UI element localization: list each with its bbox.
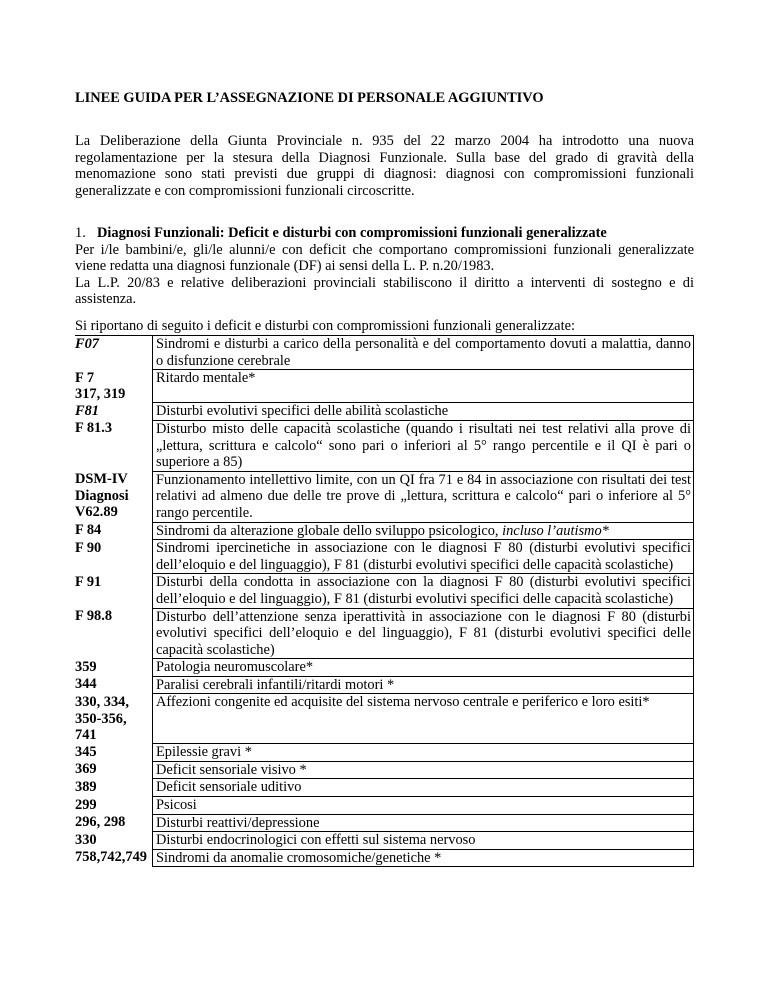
table-row bbox=[75, 659, 694, 677]
diagnosis-description-text: Disturbi evolutivi specifici delle abilità scolastiche bbox=[156, 403, 449, 420]
diagnosis-description bbox=[153, 849, 694, 867]
diagnosis-description-emphasis: incluso l’autismo* bbox=[502, 522, 609, 539]
diagnosis-description bbox=[153, 522, 694, 540]
document-title: LINEE GUIDA PER L’ASSEGNAZIONE DI PERSONALE AGGIUNTIVO bbox=[75, 90, 544, 106]
diagnosis-description bbox=[153, 694, 694, 744]
diagnosis-description bbox=[153, 659, 694, 677]
diagnosis-description bbox=[153, 574, 694, 608]
diagnosis-description-text: Sindromi da alterazione globale dello sviluppo psicologico, bbox=[156, 522, 503, 539]
diagnosis-code: 330, 334, 350-356, 741 bbox=[75, 694, 153, 744]
diagnosis-description bbox=[153, 336, 694, 370]
diagnosis-code: F07 bbox=[75, 336, 153, 370]
table-row bbox=[75, 336, 694, 370]
diagnosis-description-text: Paralisi cerebrali infantili/ritardi motori * bbox=[156, 676, 395, 693]
diagnosis-code: F 84 bbox=[75, 522, 153, 540]
diagnosis-description-text: Deficit sensoriale visivo * bbox=[156, 761, 307, 778]
table-row bbox=[75, 471, 694, 522]
diagnosis-description-text: Psicosi bbox=[156, 797, 197, 814]
table-row bbox=[75, 608, 694, 659]
diagnosis-code: 345 bbox=[75, 744, 153, 762]
section-1 bbox=[75, 225, 694, 308]
table-row bbox=[75, 522, 694, 540]
diagnosis-code: F 90 bbox=[75, 540, 153, 574]
table-row bbox=[75, 574, 694, 608]
diagnosis-code: 296, 298 bbox=[75, 814, 153, 832]
diagnosis-description-text: Sindromi da anomalie cromosomiche/genetiche * bbox=[156, 849, 442, 866]
diagnosis-description-text: Disturbi endocrinologici con effetti sul sistema nervoso bbox=[156, 832, 476, 849]
diagnosis-code: 344 bbox=[75, 676, 153, 694]
section-1-heading-text: Diagnosi Funzionali: Deficit e disturbi con compromissioni funzionali generalizzate bbox=[97, 225, 607, 241]
diagnosis-description bbox=[153, 608, 694, 659]
diagnosis-description-text: Sindromi ipercinetiche in associazione con le diagnosi F 80 (disturbi evolutivi specifici dell’eloquio e del linguaggio), F 81 (disturbi evolutivi specifici delle capacità scolastiche) bbox=[156, 540, 691, 573]
diagnosis-code: F 7 317, 319 bbox=[75, 370, 153, 403]
diagnosis-code: 299 bbox=[75, 797, 153, 815]
table-row bbox=[75, 403, 694, 421]
diagnosis-table bbox=[75, 335, 694, 867]
section-1-paragraph-1: Per i/le bambini/e, gli/le alunni/e con deficit che comportano compromissioni funzionali generalizzate viene redatta una diagnosi funzionale (DF) ai sensi della L. P. n.20/1983. bbox=[75, 241, 694, 275]
diagnosis-description bbox=[153, 779, 694, 797]
diagnosis-description-text: Disturbi della condotta in associazione con la diagnosi F 80 (disturbi evolutivi specifici dell’eloquio e del linguaggio), F 81 (disturbi evolutivi specifici delle capacità scolastiche) bbox=[156, 574, 691, 607]
table-row bbox=[75, 761, 694, 779]
diagnosis-code: 369 bbox=[75, 761, 153, 779]
diagnosis-code: 359 bbox=[75, 659, 153, 677]
table-row bbox=[75, 832, 694, 850]
diagnosis-description-text: Ritardo mentale* bbox=[156, 370, 256, 387]
section-1-paragraph-2: La L.P. 20/83 e relative deliberazioni provinciali stabiliscono il diritto a interventi di sostegno e di assistenza. bbox=[75, 274, 694, 308]
diagnosis-description bbox=[153, 370, 694, 403]
diagnosis-code: F 98.8 bbox=[75, 608, 153, 659]
diagnosis-code: F81 bbox=[75, 403, 153, 421]
table-row bbox=[75, 797, 694, 815]
section-1-number: 1. bbox=[75, 225, 86, 241]
diagnosis-code: F 81.3 bbox=[75, 420, 153, 471]
diagnosis-description bbox=[153, 403, 694, 421]
diagnosis-description-text: Affezioni congenite ed acquisite del sistema nervoso centrale e periferico e loro esiti* bbox=[156, 694, 650, 711]
diagnosis-description-text: Epilessie gravi * bbox=[156, 744, 252, 761]
diagnosis-description bbox=[153, 832, 694, 850]
diagnosis-code: 330 bbox=[75, 832, 153, 850]
diagnosis-description-text: Disturbo dell’attenzione senza iperattività in associazione con le diagnosi F 80 (disturbi evolutivi specifici dell’eloquio e del linguaggio), F 81 (disturbi evolutivi specifici delle capacità scolastiche) bbox=[156, 608, 691, 658]
diagnosis-description-text: Funzionamento intellettivo limite, con un QI fra 71 e 84 in associazione con risultati dei test relativi ad almeno due delle tre prove di „lettura, scrittura e calcolo“ pari o inferiore al 5° rango percentile. bbox=[156, 471, 691, 521]
table-row bbox=[75, 849, 694, 867]
table-row bbox=[75, 744, 694, 762]
table-row bbox=[75, 676, 694, 694]
diagnosis-description bbox=[153, 420, 694, 471]
diagnosis-description bbox=[153, 814, 694, 832]
diagnosis-description bbox=[153, 744, 694, 762]
table-row bbox=[75, 540, 694, 574]
table-row bbox=[75, 420, 694, 471]
diagnosis-description bbox=[153, 540, 694, 574]
diagnosis-description-text: Patologia neuromuscolare* bbox=[156, 659, 314, 676]
table-row bbox=[75, 779, 694, 797]
diagnosis-code: F 91 bbox=[75, 574, 153, 608]
table-row bbox=[75, 370, 694, 403]
section-1-heading bbox=[75, 225, 694, 242]
diagnosis-description-text: Deficit sensoriale uditivo bbox=[156, 779, 302, 796]
diagnosis-code: 389 bbox=[75, 779, 153, 797]
diagnosis-code: DSM-IV Diagnosi V62.89 bbox=[75, 471, 153, 522]
diagnosis-code: 758,742,749 bbox=[75, 849, 153, 867]
intro-paragraph: La Deliberazione della Giunta Provinciale n. 935 del 22 marzo 2004 ha introdotto una nuova regolamentazione per la stesura della Diagnosi Funzionale. Sulla base del grado di gravità della menomazione sono stati previsti due gruppi di diagnosi: diagnosi con compromissioni funzionali generalizzate e con compromissioni funzionali circoscritte. bbox=[75, 133, 694, 199]
diagnosis-description bbox=[153, 676, 694, 694]
diagnosis-description bbox=[153, 471, 694, 522]
diagnosis-description bbox=[153, 761, 694, 779]
diagnosis-description-text: Sindromi e disturbi a carico della personalità e del comportamento dovuti a malattia, danno o disfunzione cerebrale bbox=[156, 336, 691, 369]
table-row bbox=[75, 814, 694, 832]
table-row bbox=[75, 694, 694, 744]
diagnosis-description-text: Disturbi reattivi/depressione bbox=[156, 814, 320, 831]
diagnosis-description bbox=[153, 797, 694, 815]
table-lead-text: Si riportano di seguito i deficit e disturbi con compromissioni funzionali generalizzate: bbox=[75, 318, 575, 334]
diagnosis-description-text: Disturbo misto delle capacità scolastiche (quando i risultati nei test relativi alla prove di „lettura, scrittura e calcolo“ sono pari o inferiori al 5° rango percentile e il QI è pari o superiore a 85) bbox=[156, 420, 691, 471]
